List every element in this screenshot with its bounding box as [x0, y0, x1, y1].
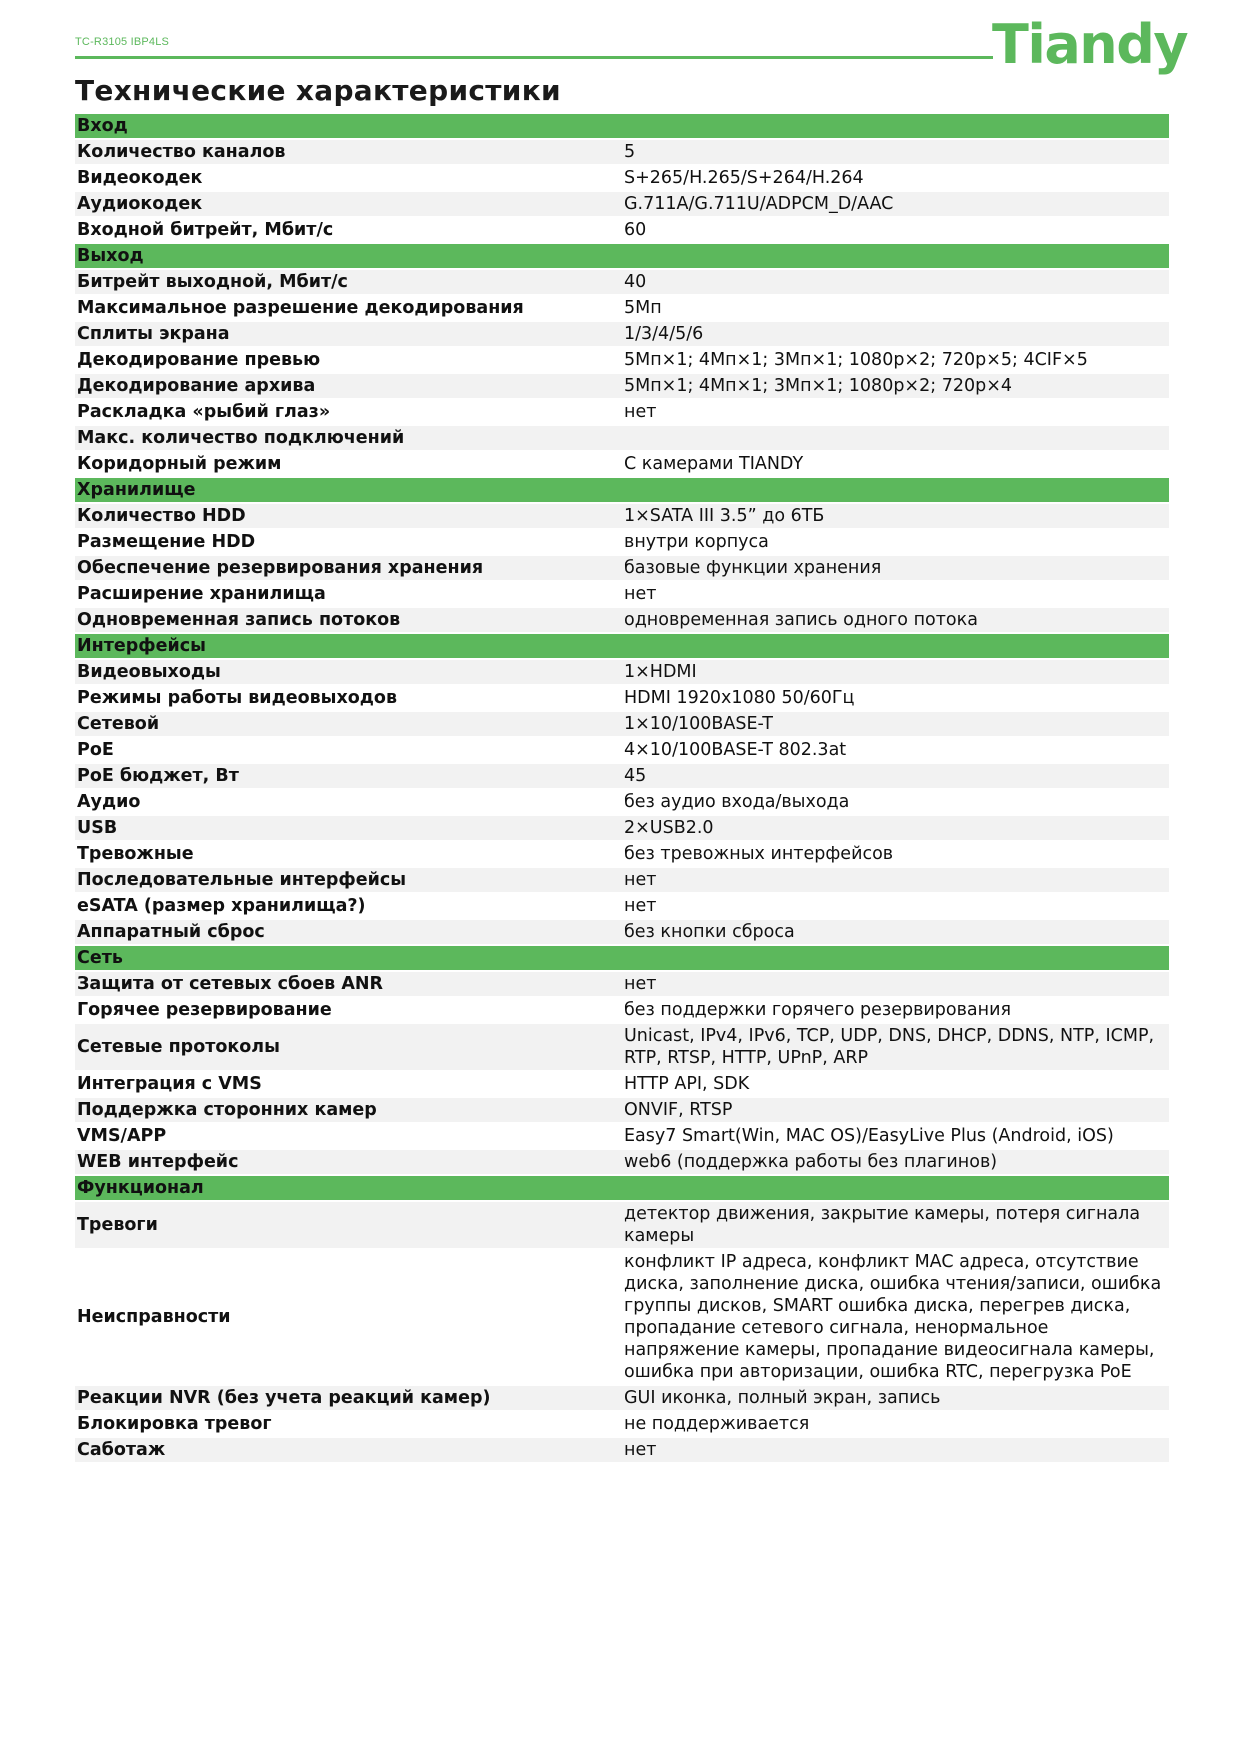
section-title: Интерфейсы — [75, 634, 1169, 658]
spec-label: Поддержка сторонних камер — [75, 1098, 622, 1122]
spec-value: web6 (поддержка работы без плагинов) — [622, 1150, 1169, 1174]
spec-row — [75, 1386, 1169, 1410]
spec-label: Входной битрейт, Мбит/с — [75, 218, 622, 242]
spec-label: Блокировка тревог — [75, 1412, 622, 1436]
spec-value: нет — [622, 1438, 1169, 1462]
spec-label: Горячее резервирование — [75, 998, 622, 1022]
spec-row — [75, 816, 1169, 840]
spec-table — [75, 112, 1169, 1464]
spec-row — [75, 608, 1169, 632]
spec-label: Сетевой — [75, 712, 622, 736]
spec-value: 60 — [622, 218, 1169, 242]
spec-row — [75, 426, 1169, 450]
spec-value: базовые функции хранения — [622, 556, 1169, 580]
spec-value: 1×SATA III 3.5” до 6ТБ — [622, 504, 1169, 528]
spec-row — [75, 582, 1169, 606]
spec-row — [75, 530, 1169, 554]
spec-value: нет — [622, 972, 1169, 996]
section-title: Вход — [75, 114, 1169, 138]
spec-row — [75, 218, 1169, 242]
spec-row — [75, 790, 1169, 814]
spec-row — [75, 296, 1169, 320]
spec-label: Коридорный режим — [75, 452, 622, 476]
spec-value: без кнопки сброса — [622, 920, 1169, 944]
spec-row — [75, 400, 1169, 424]
spec-row — [75, 374, 1169, 398]
spec-label: Аудио — [75, 790, 622, 814]
spec-label: Декодирование архива — [75, 374, 622, 398]
section-header — [75, 114, 1169, 138]
spec-row — [75, 998, 1169, 1022]
spec-value: одновременная запись одного потока — [622, 608, 1169, 632]
spec-label: Защита от сетевых сбоев ANR — [75, 972, 622, 996]
spec-row — [75, 348, 1169, 372]
spec-value — [622, 426, 1169, 450]
spec-value: G.711A/G.711U/ADPCM_D/AAC — [622, 192, 1169, 216]
spec-row — [75, 1438, 1169, 1462]
spec-row — [75, 270, 1169, 294]
spec-label: Аудиокодек — [75, 192, 622, 216]
spec-label: Расширение хранилища — [75, 582, 622, 606]
spec-value: GUI иконка, полный экран, запись — [622, 1386, 1169, 1410]
spec-row — [75, 1250, 1169, 1384]
spec-row — [75, 166, 1169, 190]
spec-label: WEB интерфейс — [75, 1150, 622, 1174]
spec-label: Макс. количество подключений — [75, 426, 622, 450]
spec-row — [75, 894, 1169, 918]
spec-value: нет — [622, 582, 1169, 606]
spec-label: Раскладка «рыбий глаз» — [75, 400, 622, 424]
spec-value: 4×10/100BASE-T 802.3at — [622, 738, 1169, 762]
spec-value: 5Мп×1; 4Мп×1; 3Мп×1; 1080p×2; 720p×4 — [622, 374, 1169, 398]
spec-label: Декодирование превью — [75, 348, 622, 372]
spec-label: Размещение HDD — [75, 530, 622, 554]
spec-label: Интеграция с VMS — [75, 1072, 622, 1096]
spec-value: 1×HDMI — [622, 660, 1169, 684]
spec-value: 1/3/4/5/6 — [622, 322, 1169, 346]
spec-row — [75, 972, 1169, 996]
page-title: Технические характеристики — [75, 74, 561, 107]
section-header — [75, 478, 1169, 502]
spec-row — [75, 1124, 1169, 1148]
spec-label: Аппаратный сброс — [75, 920, 622, 944]
spec-label: Количество HDD — [75, 504, 622, 528]
spec-row — [75, 192, 1169, 216]
spec-value: 45 — [622, 764, 1169, 788]
spec-value: Easy7 Smart(Win, MAC OS)/EasyLive Plus (Android, iOS) — [622, 1124, 1169, 1148]
spec-value: внутри корпуса — [622, 530, 1169, 554]
spec-row — [75, 556, 1169, 580]
header-divider — [75, 56, 993, 59]
spec-label: eSATA (размер хранилища?) — [75, 894, 622, 918]
spec-label: Реакции NVR (без учета реакций камер) — [75, 1386, 622, 1410]
spec-row — [75, 764, 1169, 788]
spec-label: Видеокодек — [75, 166, 622, 190]
spec-row — [75, 1412, 1169, 1436]
spec-value: 2×USB2.0 — [622, 816, 1169, 840]
spec-row — [75, 1098, 1169, 1122]
spec-value: HDMI 1920x1080 50/60Гц — [622, 686, 1169, 710]
spec-value: S+265/H.265/S+264/H.264 — [622, 166, 1169, 190]
spec-row — [75, 140, 1169, 164]
spec-row — [75, 452, 1169, 476]
spec-value: без тревожных интерфейсов — [622, 842, 1169, 866]
spec-row — [75, 1150, 1169, 1174]
spec-label: Тревоги — [75, 1202, 622, 1248]
spec-label: Максимальное разрешение декодирования — [75, 296, 622, 320]
spec-value: Unicast, IPv4, IPv6, TCP, UDP, DNS, DHCP, DDNS, NTP, ICMP, RTP, RTSP, HTTP, UPnP, ARP — [622, 1024, 1169, 1070]
spec-row — [75, 842, 1169, 866]
spec-label: Обеспечение резервирования хранения — [75, 556, 622, 580]
spec-label: VMS/APP — [75, 1124, 622, 1148]
spec-label: Одновременная запись потоков — [75, 608, 622, 632]
spec-row — [75, 660, 1169, 684]
spec-value: HTTP API, SDK — [622, 1072, 1169, 1096]
section-header — [75, 946, 1169, 970]
spec-table-body — [75, 114, 1169, 1462]
spec-label: PoE бюджет, Вт — [75, 764, 622, 788]
spec-value: 5Мп — [622, 296, 1169, 320]
spec-row — [75, 1024, 1169, 1070]
spec-label: Сетевые протоколы — [75, 1024, 622, 1070]
spec-label: PoE — [75, 738, 622, 762]
section-title: Выход — [75, 244, 1169, 268]
section-title: Сеть — [75, 946, 1169, 970]
model-number: TC-R3105 IBP4LS — [75, 36, 170, 48]
spec-value: нет — [622, 868, 1169, 892]
spec-label: Неисправности — [75, 1250, 622, 1384]
spec-value: без аудио входа/выхода — [622, 790, 1169, 814]
section-title: Функционал — [75, 1176, 1169, 1200]
spec-row — [75, 1202, 1169, 1248]
spec-label: USB — [75, 816, 622, 840]
spec-value: 5 — [622, 140, 1169, 164]
spec-value: нет — [622, 400, 1169, 424]
section-title: Хранилище — [75, 478, 1169, 502]
spec-row — [75, 504, 1169, 528]
spec-row — [75, 322, 1169, 346]
spec-value: 5Мп×1; 4Мп×1; 3Мп×1; 1080p×2; 720p×5; 4CIF×5 — [622, 348, 1169, 372]
spec-row — [75, 712, 1169, 736]
spec-label: Тревожные — [75, 842, 622, 866]
spec-value: без поддержки горячего резервирования — [622, 998, 1169, 1022]
section-header — [75, 1176, 1169, 1200]
spec-row — [75, 1072, 1169, 1096]
spec-value: не поддерживается — [622, 1412, 1169, 1436]
page-header — [0, 0, 1241, 80]
section-header — [75, 634, 1169, 658]
spec-row — [75, 686, 1169, 710]
spec-value: ONVIF, RTSP — [622, 1098, 1169, 1122]
spec-value: 40 — [622, 270, 1169, 294]
spec-label: Видеовыходы — [75, 660, 622, 684]
spec-row — [75, 920, 1169, 944]
spec-row — [75, 868, 1169, 892]
spec-label: Режимы работы видеовыходов — [75, 686, 622, 710]
spec-value: С камерами TIANDY — [622, 452, 1169, 476]
spec-label: Последовательные интерфейсы — [75, 868, 622, 892]
spec-label: Сплиты экрана — [75, 322, 622, 346]
spec-label: Битрейт выходной, Мбит/с — [75, 270, 622, 294]
spec-value: 1×10/100BASE-T — [622, 712, 1169, 736]
spec-value: конфликт IP адреса, конфликт MAC адреса, отсутствие диска, заполнение диска, ошибка чтения/записи, ошибка группы дисков, SMART ошибка диска, перегрев диска, пропадание сетевого сигнала, ненормальное напряжение камеры, пропадание видеосигнала камеры, ошибка при авторизации, ошибка RTC, перегрузка PoE — [622, 1250, 1169, 1384]
spec-row — [75, 738, 1169, 762]
section-header — [75, 244, 1169, 268]
spec-label: Саботаж — [75, 1438, 622, 1462]
brand-logo: Tiandy — [992, 13, 1188, 76]
spec-value: детектор движения, закрытие камеры, потеря сигнала камеры — [622, 1202, 1169, 1248]
spec-value: нет — [622, 894, 1169, 918]
spec-label: Количество каналов — [75, 140, 622, 164]
